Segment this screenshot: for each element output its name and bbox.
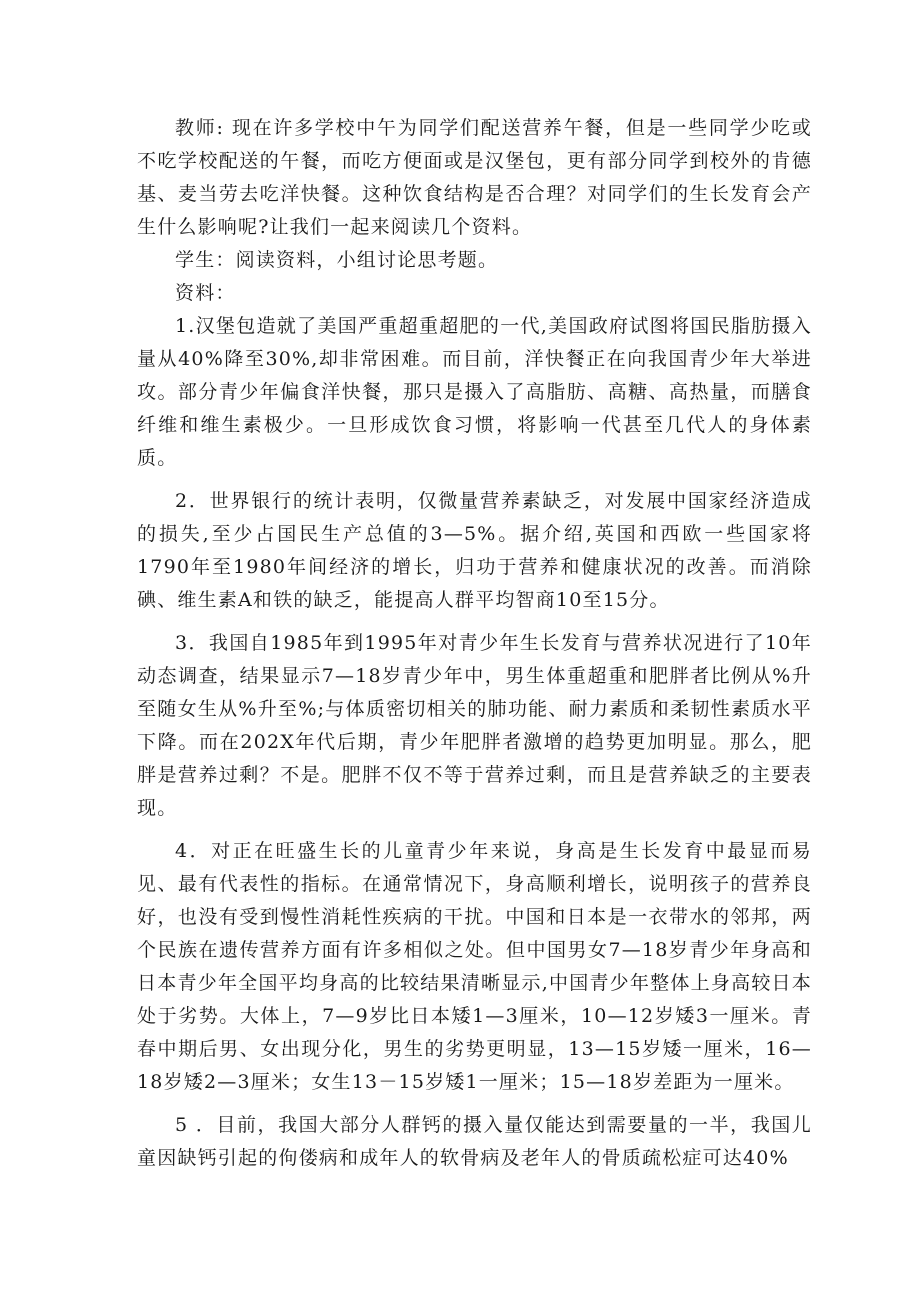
- paragraph-teacher: 教师: 现在许多学校中午为同学们配送营养午餐，但是一些同学少吃或不吃学校配送的午餐，而吃方便面或是汉堡包，更有部分同学到校外的肯德基、麦当劳去吃洋快餐。这种饮食结构是否合理？对同学们的生长发育会产生什么影响呢?让我们一起来阅读几个资料。: [137, 117, 812, 238]
- paragraph-student: 学生：阅读资料，小组讨论思考题。: [175, 249, 499, 271]
- paragraph-material-4: 4．对正在旺盛生长的儿童青少年来说，身高是生长发育中最显而易见、最有代表性的指标。在通常情况下，身高顺利增长，说明孩子的营养良好，也没有受到慢性消耗性疾病的干扰。中国和日本是一衣带水的邻邦，两个民族在遗传营养方面有许多相似之处。但中国男女7—18岁青少年身高和日本青少年全国平均身高的比较结果清晰显示,中国青少年整体上身高较日本处于劣势。大体上，7—9岁比日本矮1—3厘米，10—12岁矮3一厘米。青春中期后男、女出现分化，男生的劣势更明显，13—15岁矮一厘米，16—18岁矮2—3厘米；女生13－15岁矮1一厘米；15—18岁差距为一厘米。: [137, 840, 812, 1093]
- paragraph-material-2: 2．世界银行的统计表明，仅微量营养素缺乏，对发展中国家经济造成的损失,至少占国民生产总值的3—5%。据介绍,英国和西欧一些国家将1790年至1980年间经济的增长，归功于营养和健康状况的改善。而消除碘、维生素A和铁的缺乏，能提高人群平均智商10至15分。: [137, 490, 812, 611]
- paragraph-material-1: 1.汉堡包造就了美国严重超重超肥的一代,美国政府试图将国民脂肪摄入量从40%降至30%,却非常困难。而目前，洋快餐正在向我国青少年大举进攻。部分青少年偏食洋快餐，那只是摄入了高脂肪、高糖、高热量，而膳食纤维和维生素极少。一旦形成饮食习惯，将影响一代甚至几代人的身体素质。: [137, 315, 812, 469]
- document-body: [137, 112, 812, 1175]
- paragraph-material-5: 5 ．目前，我国大部分人群钙的摄入量仅能达到需要量的一半，我国儿童因缺钙引起的佝偻病和成年人的软骨病及老年人的骨质疏松症可达40%: [137, 1114, 812, 1169]
- paragraph-material-3: 3．我国自1985年到1995年对青少年生长发育与营养状况进行了10年动态调查，结果显示7—18岁青少年中，男生体重超重和肥胖者比例从%升至随女生从%升至%;与体质密切相关的肺功能、耐力素质和柔韧性素质水平下降。而在202X年代后期，青少年肥胖者激增的趋势更加明显。那么，肥胖是营养过剩？不是。肥胖不仅不等于营养过剩，而且是营养缺乏的主要表现。: [137, 632, 812, 819]
- paragraph-material-heading: 资料：: [175, 282, 236, 304]
